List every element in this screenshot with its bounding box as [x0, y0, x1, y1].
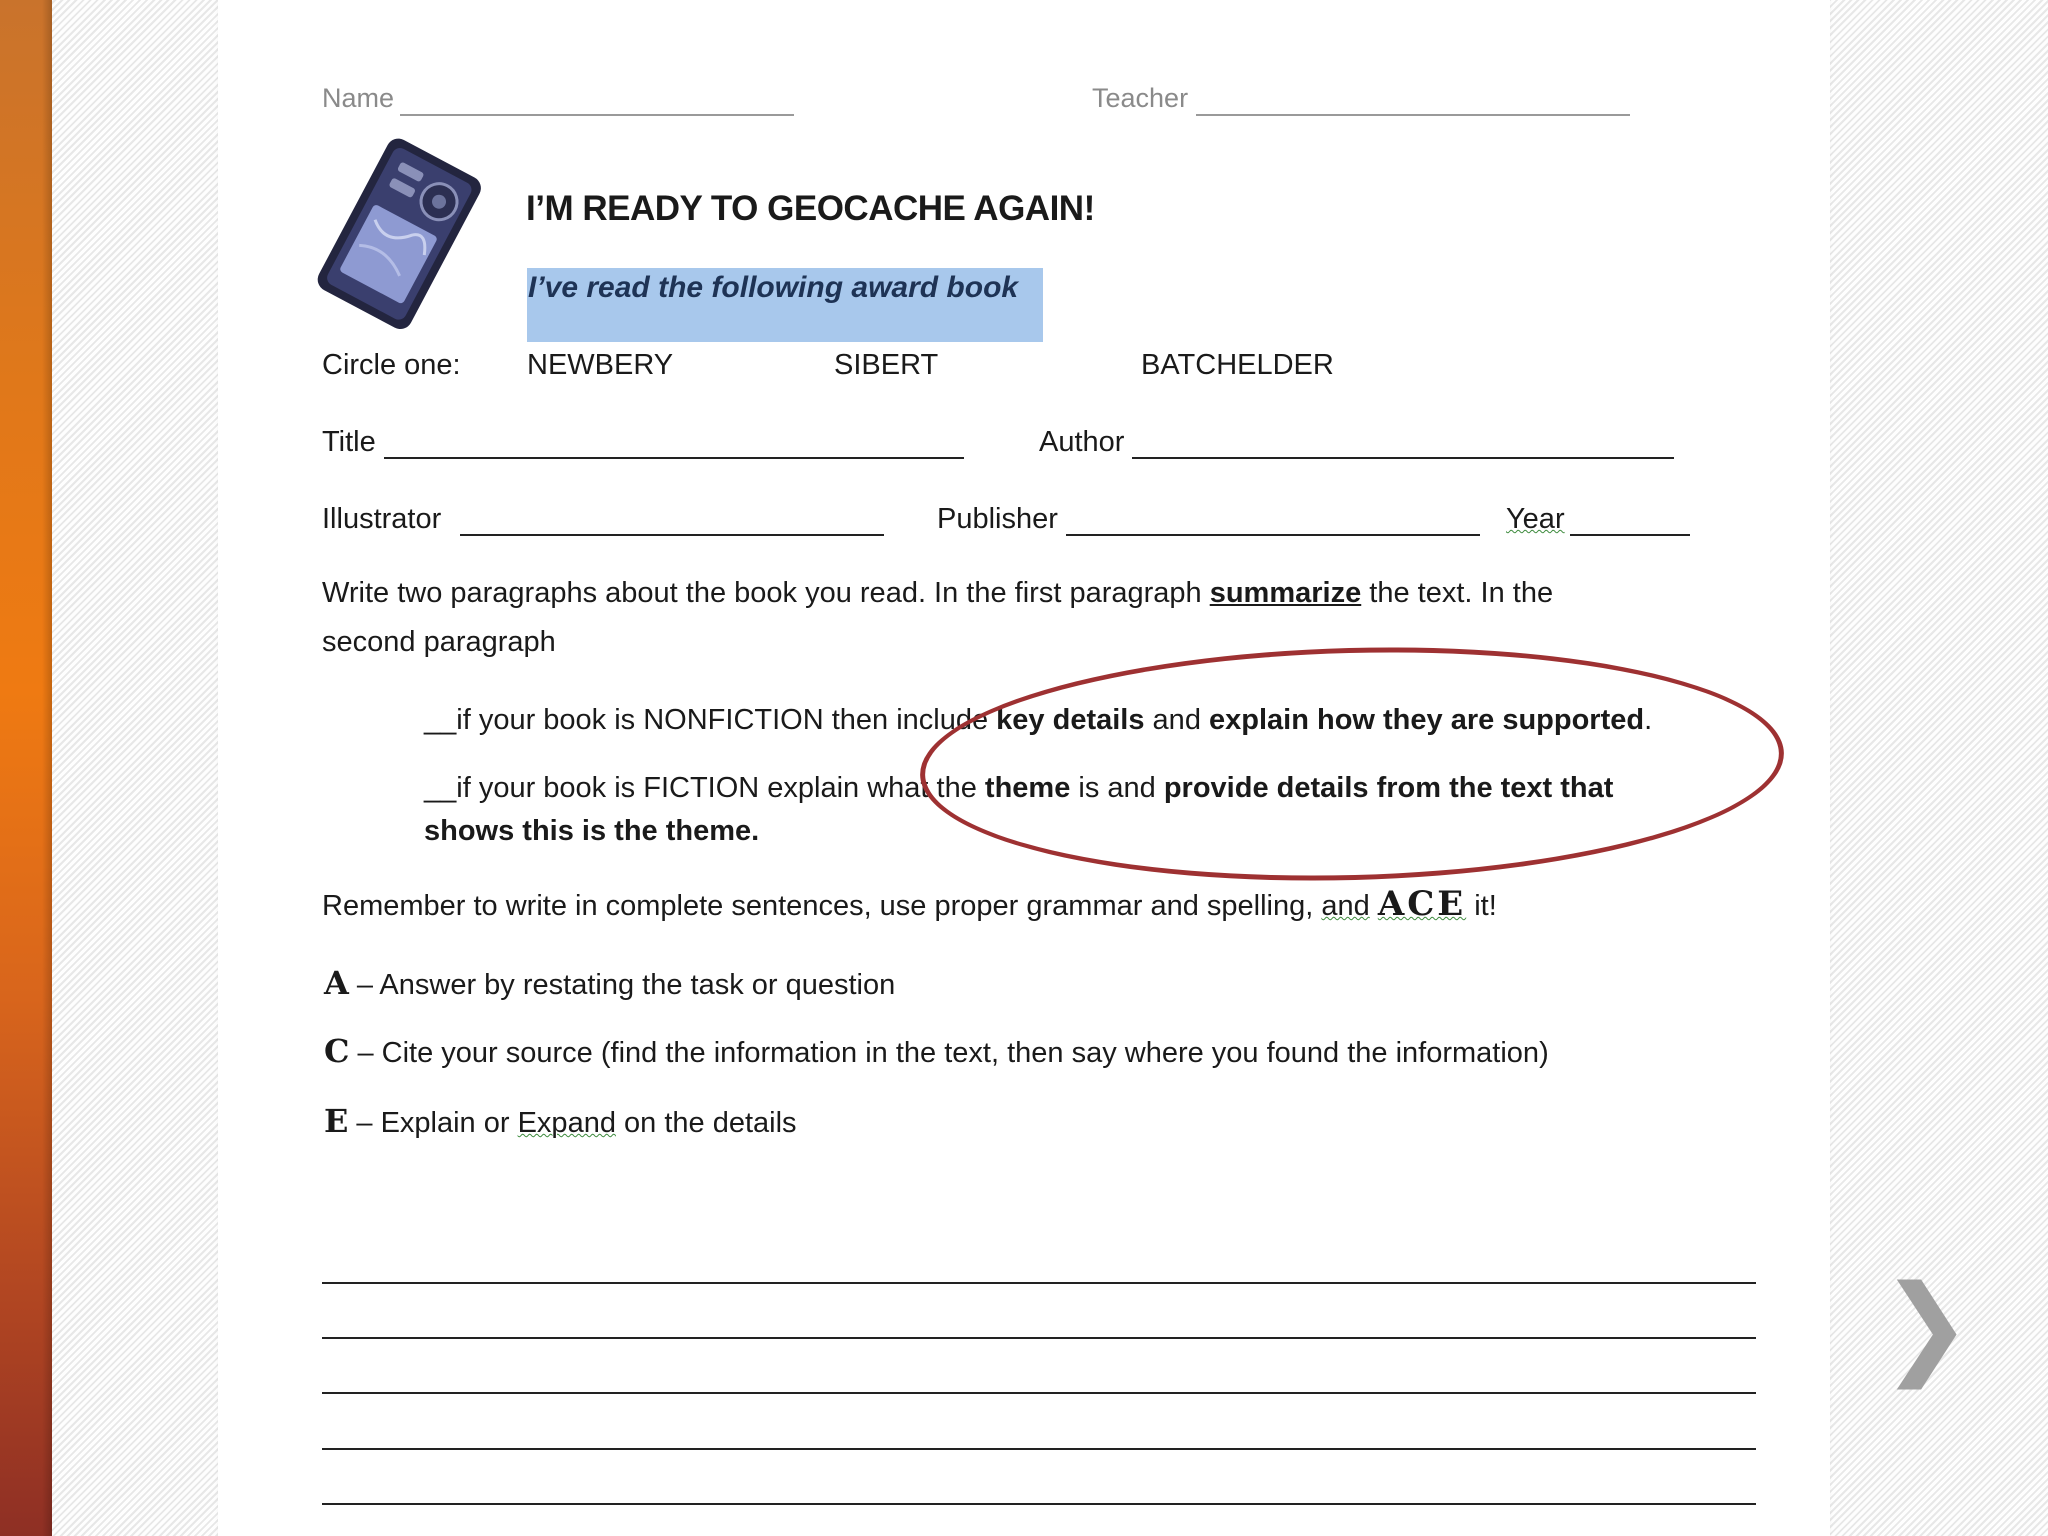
title-field[interactable]: [384, 457, 964, 459]
illustrator-field[interactable]: [460, 534, 884, 536]
award-statement: I’ve read the following award book: [528, 271, 1019, 304]
option-newbery[interactable]: NEWBERY: [527, 349, 674, 381]
nonfiction-instruction: __if your book is NONFICTION then include key details and explain how they are supported.: [424, 704, 1653, 736]
ace-item-a: A – Answer by restating the task or question: [324, 964, 896, 1002]
writing-line[interactable]: [322, 1337, 1756, 1339]
circle-one-label: Circle one:: [322, 349, 461, 381]
fiction-instruction: __if your book is FICTION explain what the theme is and provide details from the text that: [424, 772, 1614, 804]
fiction-instruction-line-2: shows this is the theme.: [424, 815, 760, 847]
side-accent-band: [0, 0, 52, 1536]
worksheet-title: I’M READY TO GEOCACHE AGAIN!: [526, 189, 1095, 228]
writing-line[interactable]: [322, 1503, 1756, 1505]
illustrator-label: Illustrator: [322, 503, 442, 535]
summarize-keyword: summarize: [1209, 577, 1362, 609]
year-field[interactable]: [1570, 534, 1690, 536]
teacher-field[interactable]: [1196, 114, 1630, 116]
next-slide-arrow-icon[interactable]: ❯: [1880, 1261, 1973, 1389]
teacher-label: Teacher: [1092, 83, 1189, 113]
title-label: Title: [322, 426, 376, 458]
ace-item-c: C – Cite your source (find the information in the text, then say where you found the information): [324, 1032, 1549, 1070]
publisher-label: Publisher: [937, 503, 1058, 535]
writing-line[interactable]: [322, 1392, 1756, 1394]
option-sibert[interactable]: SIBERT: [834, 349, 939, 381]
writing-line[interactable]: [322, 1448, 1756, 1450]
ace-item-e: E – Explain or Expand on the details: [324, 1102, 797, 1140]
year-label: Year: [1506, 503, 1565, 535]
option-batchelder[interactable]: BATCHELDER: [1141, 349, 1334, 381]
worksheet-page: [218, 0, 1830, 1536]
author-label: Author: [1039, 426, 1125, 458]
red-ellipse-annotation: [917, 637, 1787, 892]
author-field[interactable]: [1132, 457, 1674, 459]
publisher-field[interactable]: [1066, 534, 1480, 536]
writing-line[interactable]: [322, 1282, 1756, 1284]
remember-line: Remember to write in complete sentences, use proper grammar and spelling, and ACE it!: [322, 884, 1497, 924]
instructions-line-2: second paragraph: [322, 626, 556, 658]
instructions-line-1: Write two paragraphs about the book you read. In the first paragraph summarize the text. In the: [322, 577, 1554, 609]
gps-device-icon: [310, 132, 486, 332]
name-field[interactable]: [400, 114, 794, 116]
ace-word: ACE: [1377, 884, 1467, 924]
name-label: Name: [322, 83, 395, 113]
